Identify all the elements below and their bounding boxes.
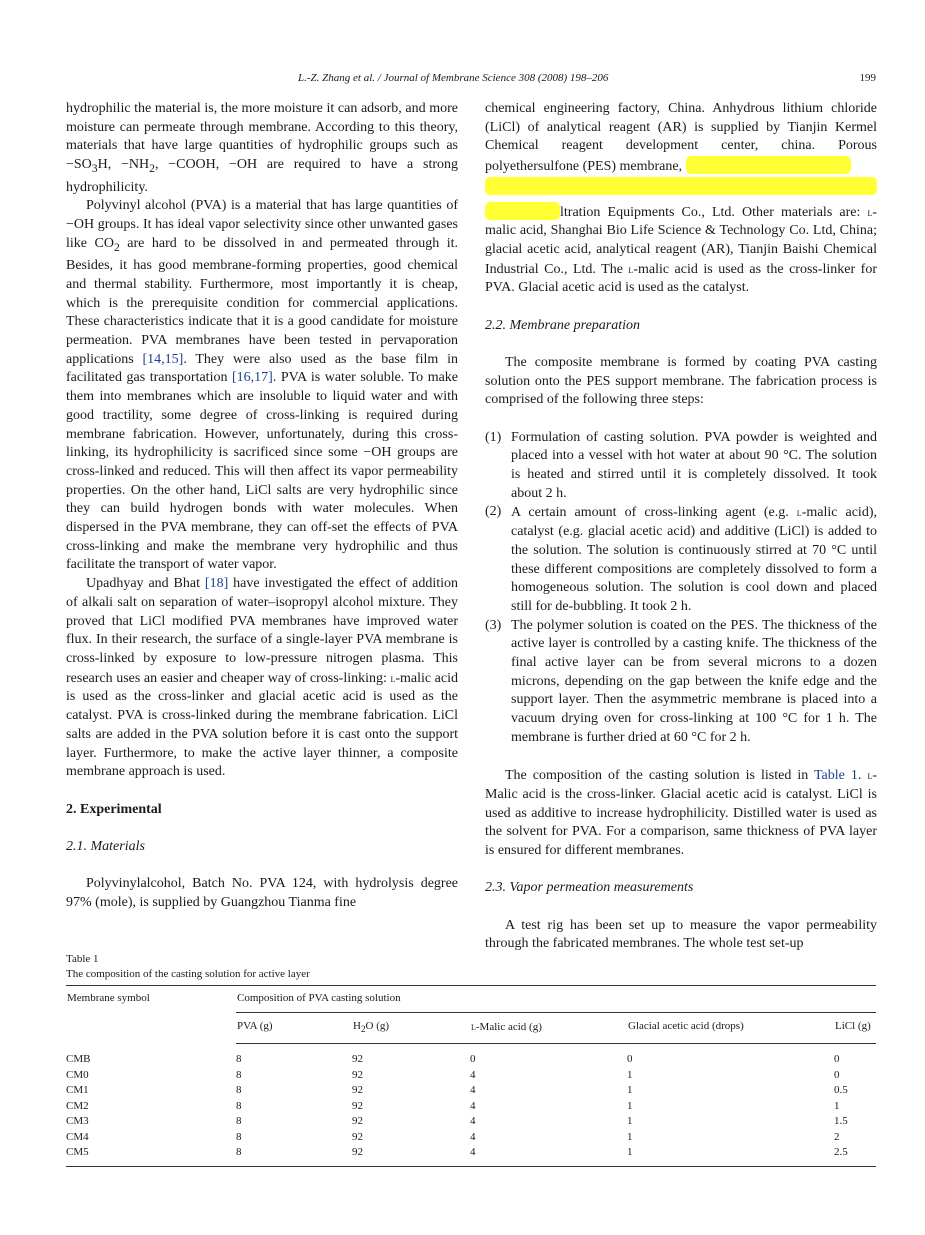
table-cell: 8 (236, 1099, 242, 1112)
right-column (485, 100, 877, 954)
paragraph: hydrophilic the material is, the more moisture it can adsorb, and more moisture can permeate through membrane. According to this theory, materials that have large quantities of hydrophilic groups such as $-SO_3H$, $-NH_2$, −COOH, −OH are required to have a strong hydrophilicity. (66, 101, 458, 195)
table-cell: 92 (352, 1099, 363, 1112)
table-body (66, 1044, 876, 1167)
membrane-symbol-cell: CMB (66, 1052, 91, 1065)
paragraph: A test rig has been set up to measure the vapor permeability through the fabricated membranes. The whole test set-up (485, 917, 877, 952)
membrane-symbol-cell: CM1 (66, 1084, 89, 1097)
table-row (66, 1114, 876, 1130)
table-cell: 8 (236, 1053, 242, 1066)
table-cell: 4 (470, 1115, 476, 1128)
table-cell: 8 (236, 1068, 242, 1081)
table-cell: 1 (627, 1115, 633, 1128)
table-cell: 4 (470, 1084, 476, 1097)
list-item: (3) The polymer solution is coated on the PES. The thickness of the active layer is controlled by a casting knife. The thickness of the final active layer can be from several microns to a dozen microns, depending on the gap between the knife edge and the support layer. Then the asymmetric membrane is placed into a vacuum drying oven for cross-linking at 100 °C for 1 h. The membrane is further dried at 60 °C for 2 h. (485, 617, 877, 745)
subsection-heading: 2.1. Materials (66, 838, 145, 854)
table-cell: 1 (627, 1130, 633, 1143)
table-cell: 8 (236, 1115, 242, 1128)
page-number: 199 (859, 72, 876, 84)
table-label: Table 1 (66, 953, 99, 965)
table-cell: 1 (627, 1084, 633, 1097)
table-cell: 0 (834, 1068, 840, 1081)
table-cell: 0 (627, 1053, 633, 1066)
procedure-list (485, 429, 877, 748)
table-link[interactable]: Table 1 (813, 768, 858, 784)
table-cell: 1.5 (834, 1115, 848, 1128)
subsection-heading: 2.3. Vapor permeation measurements (485, 880, 694, 896)
table-cell: 1 (627, 1145, 834, 1166)
paragraph: Upadhyay and Bhat [18] have investigated the effect of addition of alkali salt on separation of water–isopropyl alcohol mixture. They proved that LiCl modified PVA membranes have improved water flux. In their research, the surface of a single-layer PVA membrane is cross-linked by exposure to low-pressure nitrogen plasma. This research uses an easier and cheaper way of cross-linking: l-malic acid is used as the cross-linker and glacial acetic acid is used as the catalyst. PVA is cross-linked during the membrane fabrication. LiCl salts are added in the PVA solution before it is cast onto the support layer. Furthermore, to make the active layer thinner, a composite membrane approach is used. (66, 576, 459, 780)
table-cell: 2.5 (834, 1145, 876, 1166)
table-cell: 0 (834, 1053, 840, 1066)
table-row (66, 1130, 876, 1146)
table-cell: 1 (627, 1099, 633, 1112)
redaction-highlight (485, 202, 560, 220)
paragraph: chemical engineering factory, China. Anhydrous lithium chloride (LiCl) of analytical reagent (AR) is supplied by Tianjin Kermel Chemical reagent development center, china. Porous polyethersulfone (PES) membrane, ltration Equipments Co., Ltd. Other materials are: l-malic acid, Shanghai Bio Life Science & Technology Co. Ltd, China; glacial acetic acid, analytical reagent (AR), Tianjin Baishi Chemical Industrial Co., Ltd. The l-malic acid is used as the cross-linker for PVA. Glacial acetic acid is used as the catalyst. (485, 101, 877, 296)
column-header: LiCl (g) (834, 1012, 876, 1044)
membrane-symbol-cell: CM4 (66, 1130, 89, 1143)
running-header (66, 70, 876, 86)
list-item: (2) A certain amount of cross-linking agent (e.g. l-malic acid), catalyst (e.g. glacial acetic acid) and additive (LiCl) is added to the solution. The solution is continuously stirred at 70 °C until these different compositions are completely dissolved to form a homogeneous solution. The solution is cool down and placed still for de-bubbling. It took 2 h. (485, 504, 877, 614)
table-row (66, 1083, 876, 1099)
table-cell: 8 (236, 1084, 242, 1097)
left-column (66, 100, 458, 913)
table-cell: 1 (834, 1099, 840, 1112)
table-cell: 4 (470, 1068, 476, 1081)
table-cell: 4 (470, 1130, 476, 1143)
table-cell: 4 (470, 1145, 627, 1166)
column-header: Membrane symbol (66, 986, 236, 1044)
column-header: PVA (g) (236, 1012, 352, 1044)
column-header: l-Malic acid (g) (470, 1012, 627, 1044)
table-cell: 92 (352, 1145, 470, 1166)
composition-table (66, 985, 876, 1167)
citation-link[interactable]: [14,15] (142, 351, 184, 367)
column-header: Glacial acetic acid (drops) (627, 1012, 834, 1044)
table-row (66, 1044, 876, 1068)
list-item: (1) Formulation of casting solution. PVA powder is weighted and placed into a vessel with hot water at about 90 °C. The solution is heated and stirred until it is completely dissolved. It took about 2 h. (485, 429, 877, 501)
table-1 (66, 952, 876, 1167)
redaction-highlight (485, 177, 877, 195)
running-title: L.-Z. Zhang et al. / Journal of Membrane Science 308 (2008) 198–206 (298, 72, 609, 84)
table-cell: 92 (352, 1053, 363, 1066)
group-header: Composition of PVA casting solution (236, 986, 876, 1013)
redaction-highlight (686, 156, 851, 174)
table-cell: 0.5 (834, 1084, 848, 1097)
table-caption: The composition of the casting solution for active layer (66, 968, 310, 980)
table-cell: 2 (834, 1130, 840, 1143)
membrane-symbol-cell: CM2 (66, 1099, 89, 1112)
paragraph: The composition of the casting solution is listed in Table 1. l-Malic acid is the cross-linker. Glacial acetic acid is catalyst. LiCl is used as additive to increase hydrophilicity. Distilled water is used as the solvent for PVA. For a comparison, same thickness of PVA layer is ensured for different membranes. (485, 768, 877, 858)
table-row (66, 1099, 876, 1115)
column-header: $H_2O$ (g) (352, 1012, 470, 1044)
table-cell: 0 (470, 1053, 476, 1066)
table-row (66, 1145, 876, 1166)
paragraph: The composite membrane is formed by coating PVA casting solution onto the PES support membrane. The fabrication process is comprised of the following three steps: (485, 354, 877, 408)
section-heading: 2. Experimental (66, 801, 162, 817)
table-cell: 92 (352, 1068, 363, 1081)
citation-link[interactable]: [18] (204, 576, 229, 592)
table-row (66, 1068, 876, 1084)
table-cell: 92 (352, 1115, 363, 1128)
membrane-symbol-cell: CM5 (66, 1145, 236, 1166)
membrane-symbol-cell: CM0 (66, 1068, 89, 1081)
paragraph: Polyvinylalcohol, Batch No. PVA 124, with hydrolysis degree 97% (mole), is supplied by Guangzhou Tianma fine (66, 876, 458, 910)
table-cell: 1 (627, 1068, 633, 1081)
table-cell: 8 (236, 1130, 242, 1143)
membrane-symbol-cell: CM3 (66, 1115, 89, 1128)
table-cell: 92 (352, 1084, 363, 1097)
table-cell: 8 (236, 1145, 352, 1166)
table-cell: 92 (352, 1130, 363, 1143)
table-cell: 4 (470, 1099, 476, 1112)
paragraph: Polyvinyl alcohol (PVA) is a material that has large quantities of −OH groups. It has ideal vapor selectivity since other unwanted gases like $CO_2$ are hard to be dissolved in and permeated through it. Besides, it has good membrane-forming properties, good chemical and thermal stability. Furthermore, most importantly it is cheap, which is the prerequisite condition for commercial applications. These characteristics indicate that it is a good candidate for moisture permeation. PVA membranes have been tested in pervaporation applications [14,15]. They were also used as the base film in facilitated gas transportation [16,17]. PVA is water soluble. To make them into membranes which are insoluble to liquid water and with good tractility, some degree of cross-linking is required during membrane fabrication. However, unfortunately, during this cross-linking, its hydrophilicity is sacrificed since some −OH groups are cross-linked and reduced. This will then affect its vapor permeability properties. On the other hand, LiCl salts are very hydrophilic since they can build hydrogen bonds with water molecules. When dispersed in the PVA membrane, they can off-set the effects of PVA cross-linking and make the membrane very hydrophilic and thus facilitate the transport of water vapor. (66, 198, 459, 573)
citation-link[interactable]: [16,17] (232, 370, 273, 386)
subsection-heading: 2.2. Membrane preparation (485, 317, 641, 333)
